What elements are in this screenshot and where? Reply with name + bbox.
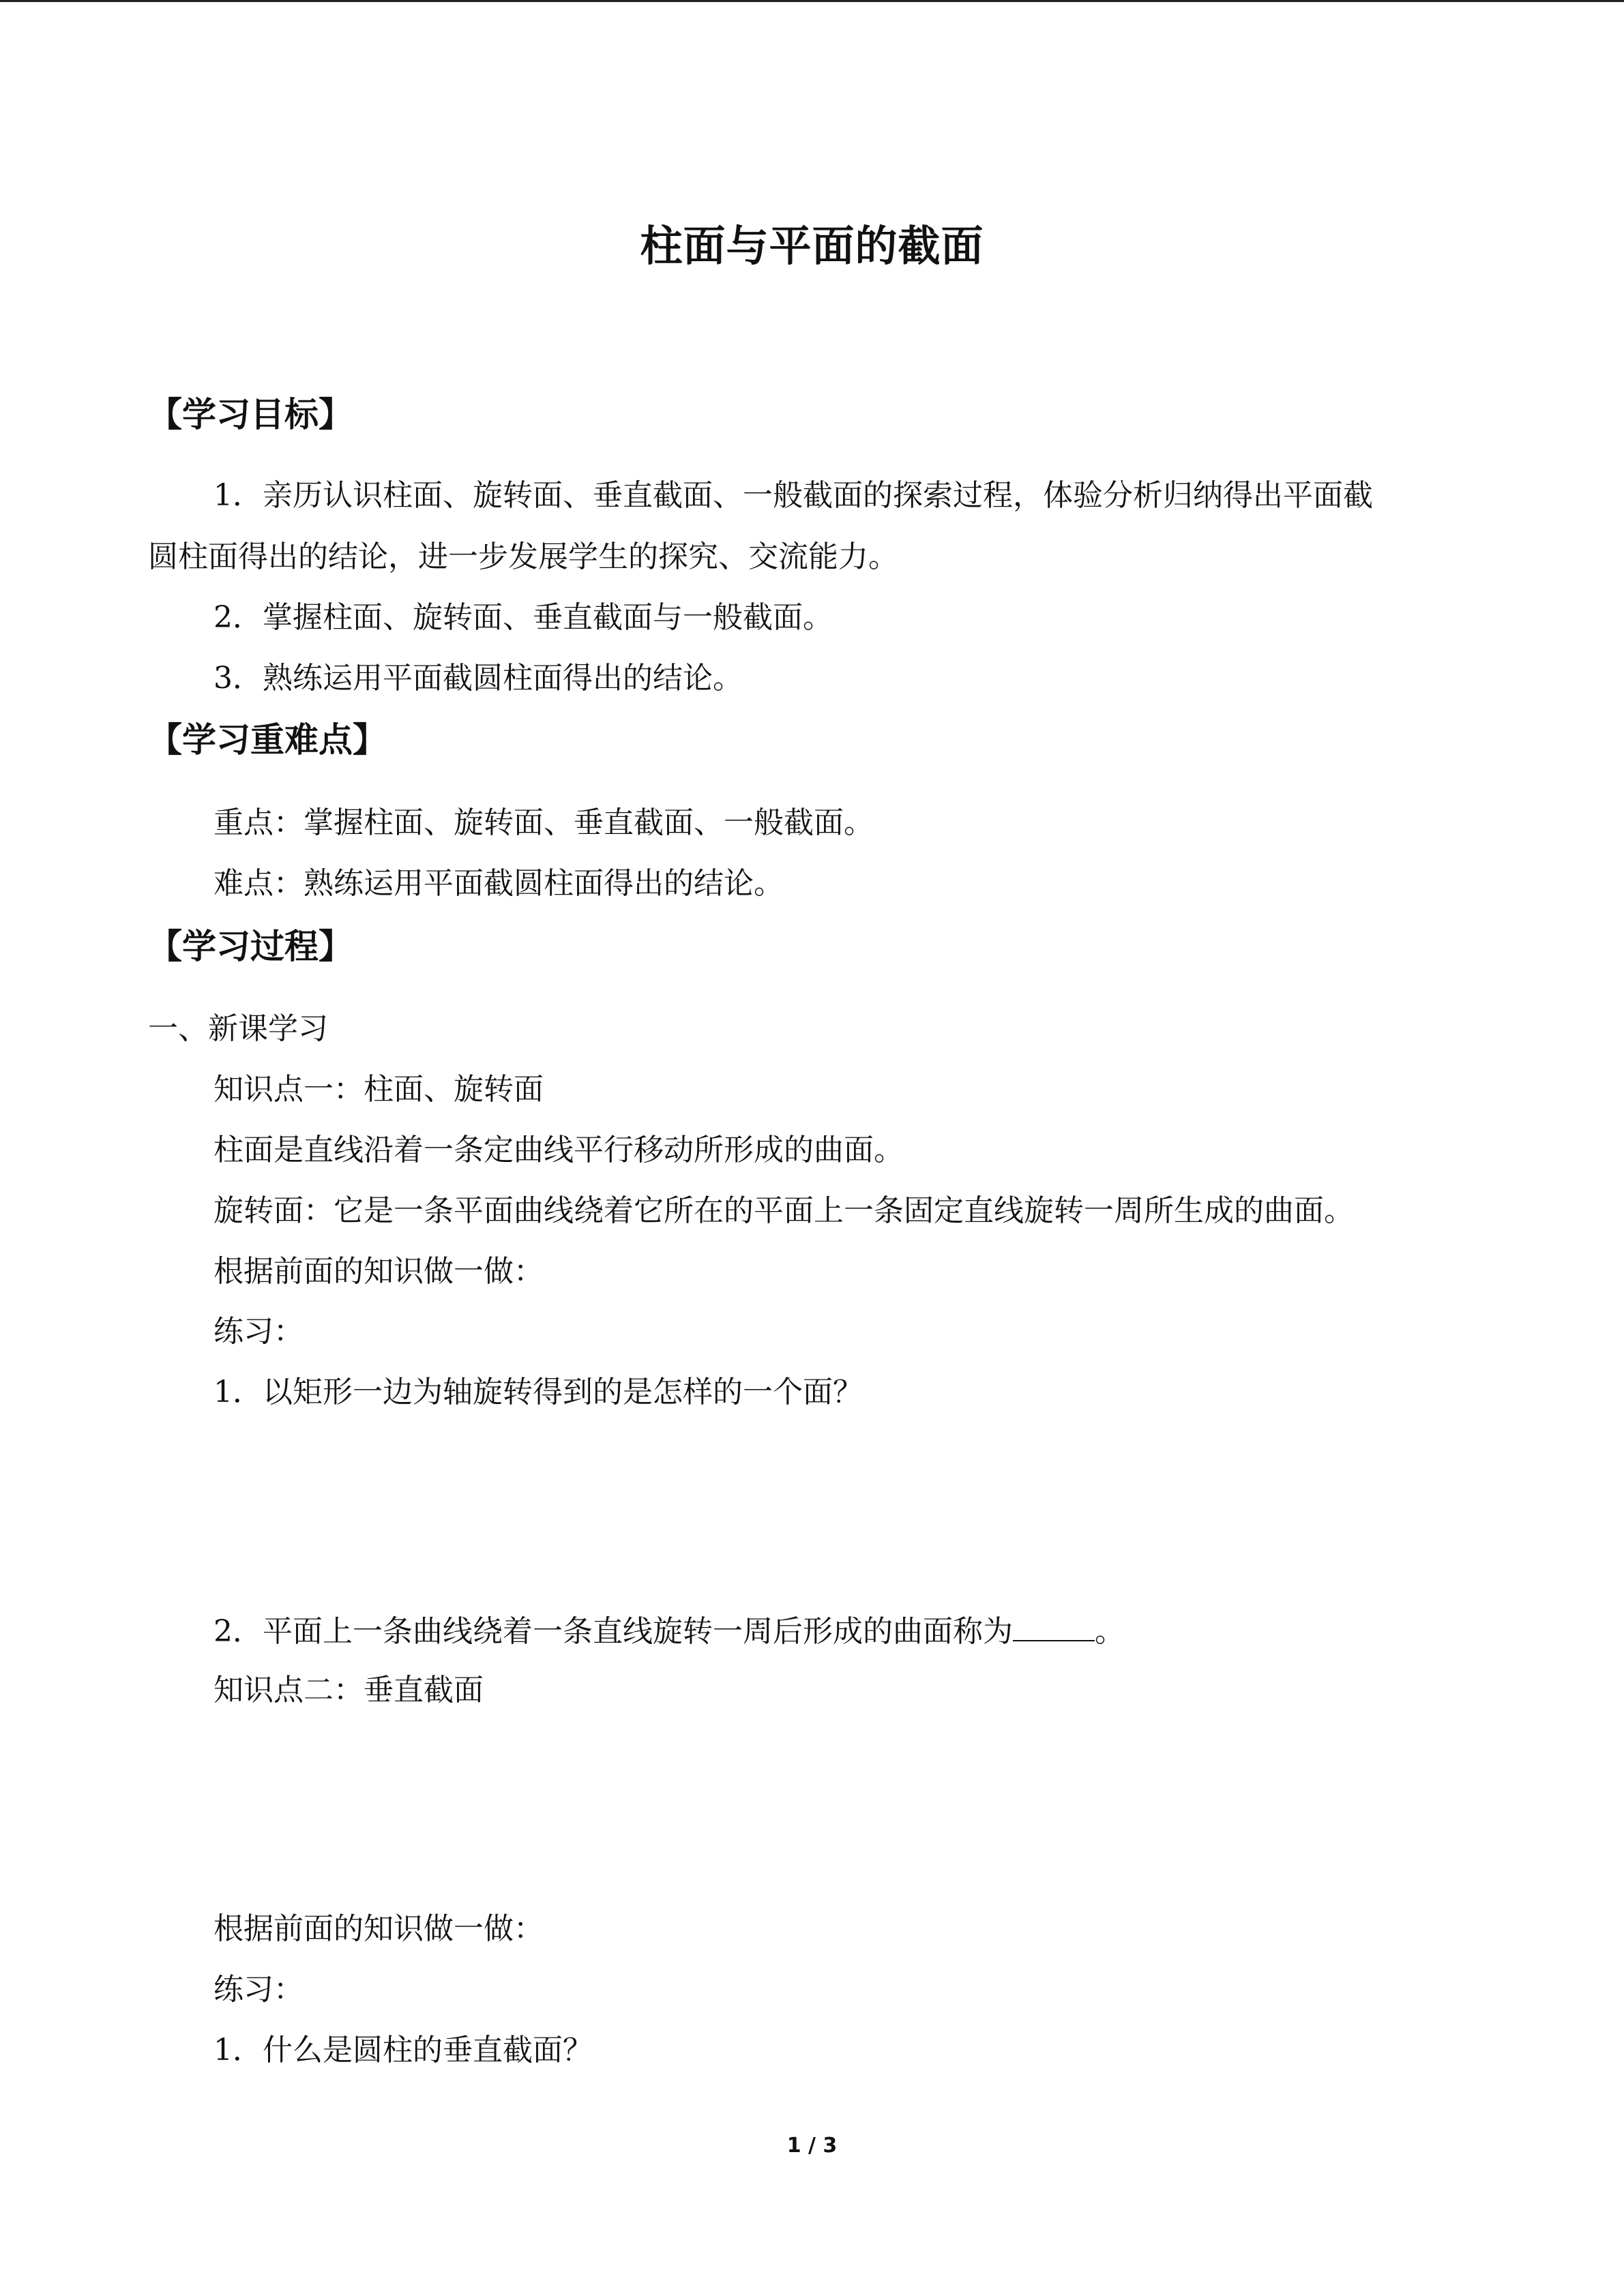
difficult-point: 难点：熟练运用平面截圆柱面得出的结论。 <box>213 866 784 901</box>
page-title: 柱面与平面的截面 <box>640 221 984 271</box>
rotation-surface-definition: 旋转面：它是一条平面曲线绕着它所在的平面上一条固定直线旋转一周所生成的曲面。 <box>213 1193 1354 1228</box>
section-heading-objectives: 【学习目标】 <box>148 395 353 434</box>
objective-item-2: 2．掌握柱面、旋转面、垂直截面与一般截面。 <box>213 600 833 635</box>
knowledge-point-1-title: 知识点一：柱面、旋转面 <box>213 1072 544 1107</box>
page-number: 1 / 3 <box>786 2134 838 2158</box>
practice-label-2: 练习： <box>213 1972 304 2007</box>
exercise-1: 1．以矩形一边为轴旋转得到的是怎样的一个面？ <box>213 1375 863 1410</box>
part-one-title: 一、新课学习 <box>148 1011 328 1046</box>
objective-item-3: 3．熟练运用平面截圆柱面得出的结论。 <box>213 661 743 696</box>
section-heading-process: 【学习过程】 <box>148 927 353 966</box>
fill-in-blank <box>1013 1610 1095 1641</box>
exercise-2-end: 。 <box>1095 1614 1125 1649</box>
practice-intro: 根据前面的知识做一做： <box>213 1254 544 1289</box>
key-point: 重点：掌握柱面、旋转面、垂直截面、一般截面。 <box>213 805 874 840</box>
objective-item-1: 1．亲历认识柱面、旋转面、垂直截面、一般截面的探索过程，体验分析归纳得出平面截 <box>213 478 1373 513</box>
knowledge-point-2-title: 知识点二：垂直截面 <box>213 1673 484 1708</box>
practice-intro-2: 根据前面的知识做一做： <box>213 1911 544 1946</box>
exercise-3: 1．什么是圆柱的垂直截面？ <box>213 2033 593 2068</box>
exercise-2-text: 2．平面上一条曲线绕着一条直线旋转一周后形成的曲面称为 <box>213 1614 1013 1649</box>
exercise-2 <box>213 1610 1125 1652</box>
practice-label: 练习： <box>213 1314 304 1349</box>
section-heading-keypoints: 【学习重难点】 <box>148 720 387 760</box>
cylinder-surface-definition: 柱面是直线沿着一条定曲线平行移动所形成的曲面。 <box>213 1133 904 1167</box>
objective-item-1-cont: 圆柱面得出的结论，进一步发展学生的探究、交流能力。 <box>148 539 898 574</box>
